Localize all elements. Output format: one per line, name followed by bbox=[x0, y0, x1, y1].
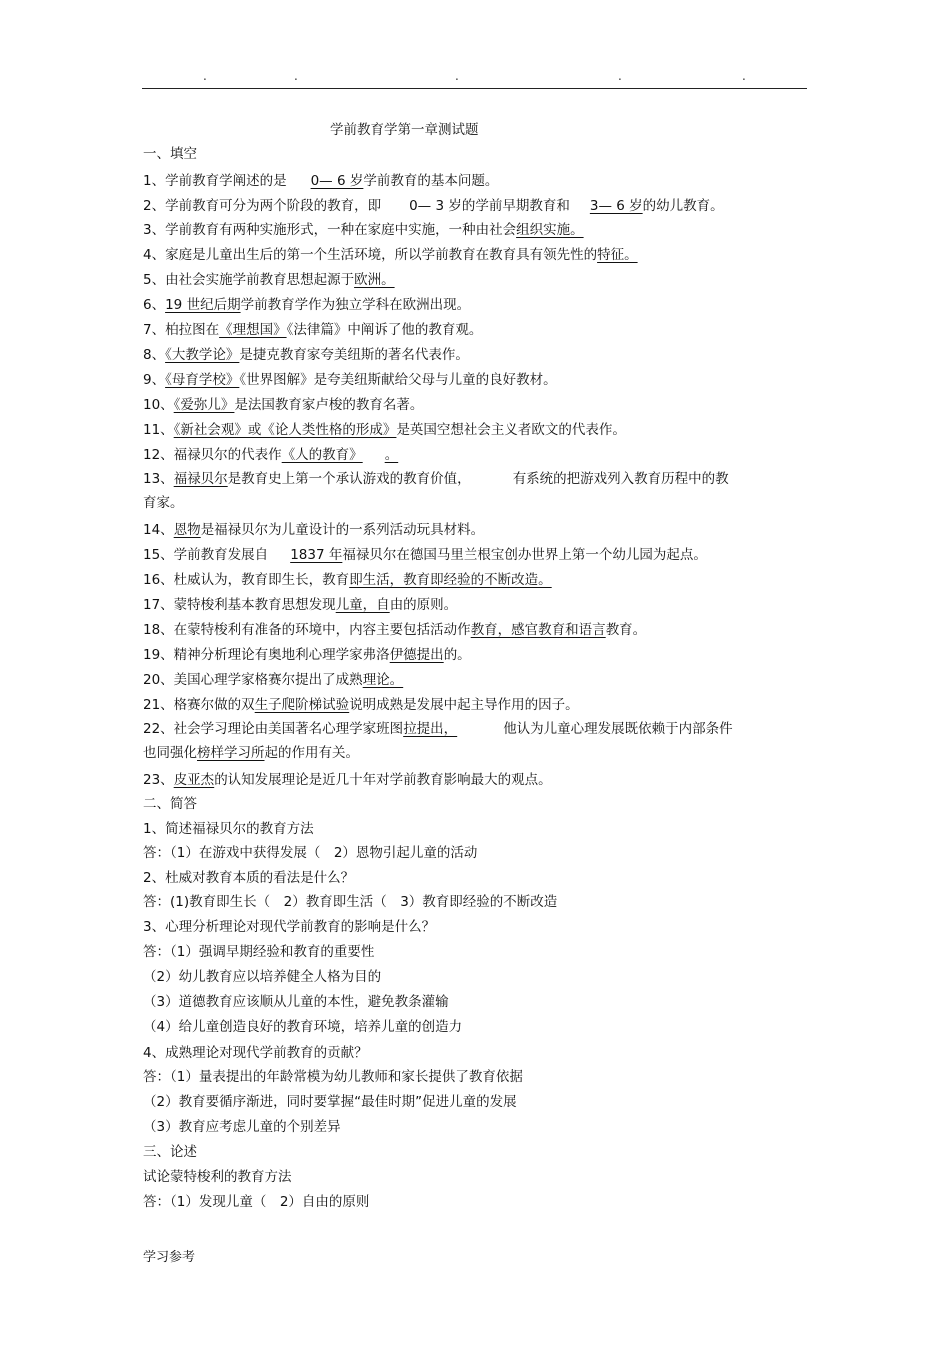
q-text: 起的作用有关。 bbox=[264, 745, 359, 761]
header-dot: . bbox=[203, 69, 207, 83]
answer-blank: 皮亚杰 bbox=[173, 772, 215, 788]
answer-blank: 3— 6 岁 bbox=[589, 198, 643, 214]
q-text: 18、在蒙特梭利有准备的环境中，内容主要包括活动作 bbox=[143, 622, 471, 638]
q-text: 是英国空想社会主义者欧文的代表作。 bbox=[396, 422, 626, 438]
q-text: 3、学前教育有两种实施形式，一种在家庭中实施，一种由社会 bbox=[143, 222, 517, 238]
q-text: 12、福禄贝尔的代表作 bbox=[143, 447, 282, 463]
section-heading-fill: 一、填空 bbox=[143, 146, 197, 162]
answer-blank: 教育，感官教育和语言 bbox=[470, 622, 606, 638]
answer-blank: 《母育学校》 bbox=[165, 372, 240, 388]
question-15 bbox=[143, 546, 707, 564]
question-21 bbox=[143, 696, 579, 714]
sa-question-2: 2、杜威对教育本质的看法是什么？ bbox=[143, 870, 355, 886]
answer-blank: 生子爬阶梯试验 bbox=[254, 697, 350, 713]
q-text: 22、社会学习理论由美国著名心理学家班图 bbox=[143, 721, 404, 737]
question-19 bbox=[143, 646, 471, 664]
q-text: 17、蒙特梭利基本教育思想发现 bbox=[143, 597, 336, 613]
q-text: 的。 bbox=[443, 647, 471, 663]
answer-blank: 《理想国》 bbox=[219, 322, 287, 338]
answer-blank: 即生活，教育即经验的不断改造。 bbox=[349, 572, 552, 588]
sa-answer-4: （3）教育应考虑儿童的个别差异 bbox=[143, 1119, 341, 1135]
q-text: 5、由社会实施学前教育思想起源于 bbox=[143, 272, 355, 288]
question-23 bbox=[143, 771, 552, 789]
q-text: 他认为儿童心理发展既依赖于内部条件 bbox=[503, 721, 733, 737]
question-18 bbox=[143, 621, 646, 639]
q-text: 也同强化 bbox=[143, 745, 197, 761]
sa-answer-3: （3）道德教育应该顺从儿童的本性，避免教条灌输 bbox=[143, 994, 449, 1010]
answer-blank: 《新社会观》或《论人类性格的形成》 bbox=[173, 422, 397, 438]
sa-answer-4: （2）教育要循序渐进，同时要掌握“最佳时期”促进儿童的发展 bbox=[143, 1094, 517, 1110]
sa-question-3: 3、心理分析理论对现代学前教育的影响是什么？ bbox=[143, 919, 436, 935]
question-9 bbox=[143, 371, 557, 389]
question-17 bbox=[143, 596, 457, 614]
answer-blank: 。 bbox=[384, 447, 399, 463]
header-dot: . bbox=[742, 69, 746, 83]
q-text: 是教育史上第一个承认游戏的教育价值， bbox=[227, 471, 471, 487]
question-7 bbox=[143, 321, 482, 339]
question-12 bbox=[143, 446, 406, 464]
question-22 bbox=[143, 720, 733, 738]
question-10 bbox=[143, 396, 423, 414]
header-rule bbox=[142, 88, 807, 89]
q-text: 有系统的把游戏列入教育历程中的教 bbox=[512, 471, 729, 487]
answer-blank: 《大教学论》 bbox=[165, 347, 240, 363]
question-11 bbox=[143, 421, 626, 439]
question-20 bbox=[143, 671, 433, 689]
q-text: 7、柏拉图在 bbox=[143, 322, 220, 338]
header-dot: . bbox=[618, 69, 622, 83]
q-text: 16、杜威认为，教育即生长，教育 bbox=[143, 572, 350, 588]
answer-blank: 儿童，自 bbox=[335, 597, 390, 613]
header-dot: . bbox=[455, 69, 459, 83]
q-text: 21、格赛尔做的双 bbox=[143, 697, 255, 713]
question-4 bbox=[143, 246, 638, 264]
q-text: 11、 bbox=[143, 422, 174, 438]
q-text: 是法国教育家卢梭的教育名著。 bbox=[234, 397, 424, 413]
sa-answer-4: 答：（1）量表提出的年龄常模为幼儿教师和家长提供了教育依据 bbox=[143, 1069, 523, 1085]
q-text: 19、精神分析理论有奥地利心理学家弗洛 bbox=[143, 647, 390, 663]
answer-blank: 《人的教育》 bbox=[281, 447, 363, 463]
q-text: 1、学前教育学阐述的是 bbox=[143, 173, 287, 189]
q-text: 14、 bbox=[143, 522, 174, 538]
q-text: 0— 3 岁的学前早期教育和 bbox=[409, 198, 570, 214]
q-text: 是福禄贝尔为儿童设计的一系列活动玩具材料。 bbox=[200, 522, 485, 538]
answer-blank: 组织实施。 bbox=[516, 222, 584, 238]
answer-blank: 0— 6 岁 bbox=[310, 173, 364, 189]
question-2 bbox=[143, 197, 724, 215]
sa-answer-3: 答：（1）强调早期经验和教育的重要性 bbox=[143, 944, 375, 960]
q-text: 的认知发展理论是近几十年对学前教育影响最大的观点。 bbox=[214, 772, 552, 788]
sa-answer-2: 答：(1)教育即生长（ 2）教育即生活（ 3）教育即经验的不断改造 bbox=[143, 894, 558, 910]
question-13 bbox=[143, 470, 729, 488]
answer-blank: 恩物 bbox=[173, 522, 201, 538]
q-text: 教育。 bbox=[605, 622, 647, 638]
q-text: 的幼儿教育。 bbox=[642, 198, 724, 214]
section-heading-short-answer: 二、简答 bbox=[143, 796, 197, 812]
q-text: 23、 bbox=[143, 772, 174, 788]
answer-blank: 《爱弥儿》 bbox=[173, 397, 235, 413]
section-heading-essay: 三、论述 bbox=[143, 1144, 197, 1160]
page-title: 学前教育学第一章测试题 bbox=[330, 122, 479, 138]
question-1 bbox=[143, 172, 498, 190]
answer-blank: 1837 年 bbox=[290, 547, 343, 563]
q-text: 4、家庭是儿童出生后的第一个生活环境，所以学前教育在教育具有领先性的 bbox=[143, 247, 598, 263]
header-dot: . bbox=[294, 69, 298, 83]
q-text: 是捷克教育家夸美纽斯的著名代表作。 bbox=[239, 347, 469, 363]
answer-blank: 伊德提出 bbox=[389, 647, 444, 663]
question-6 bbox=[143, 296, 470, 314]
sa-answer-3: （2）幼儿教育应以培养健全人格为目的 bbox=[143, 969, 382, 985]
question-5 bbox=[143, 271, 415, 289]
q-text: 由的原则。 bbox=[389, 597, 458, 613]
question-14 bbox=[143, 521, 484, 539]
q-text: 《法律篇》中阐诉了他的教育观。 bbox=[286, 322, 483, 338]
answer-blank: 榜样学习所 bbox=[197, 745, 265, 761]
question-3 bbox=[143, 221, 604, 239]
q-text: 6、 bbox=[143, 297, 166, 313]
q-text: 10、 bbox=[143, 397, 174, 413]
q-text: 15、学前教育发展自 bbox=[143, 547, 269, 563]
q-text: 说明成熟是发展中起主导作用的因子。 bbox=[349, 697, 579, 713]
q-text: 学前教育学作为独立学科在欧洲出现。 bbox=[240, 297, 471, 313]
answer-blank: 拉提出， bbox=[403, 721, 458, 737]
question-16 bbox=[143, 571, 612, 589]
question-22-cont bbox=[143, 744, 359, 762]
sa-question-4: 4、成熟理论对现代学前教育的贡献？ bbox=[143, 1045, 368, 1061]
question-13-cont: 育家。 bbox=[143, 495, 184, 511]
q-text: 13、 bbox=[143, 471, 174, 487]
sa-question-1: 1、简述福禄贝尔的教育方法 bbox=[143, 821, 314, 837]
answer-blank: 19 世纪后期 bbox=[165, 297, 241, 313]
essay-question: 试论蒙特梭利的教育方法 bbox=[143, 1169, 292, 1185]
q-text: 《世界图解》是夸美纽斯献给父母与儿童的良好教材。 bbox=[239, 372, 557, 388]
q-text: 8、 bbox=[143, 347, 166, 363]
answer-blank: 福禄贝尔 bbox=[173, 471, 228, 487]
answer-blank: 理论。 bbox=[362, 672, 404, 688]
sa-answer-1: 答：（1）在游戏中获得发展（ 2）恩物引起儿童的活动 bbox=[143, 845, 478, 861]
essay-answer: 答：（1）发现儿童（ 2）自由的原则 bbox=[143, 1194, 370, 1210]
q-text: 9、 bbox=[143, 372, 166, 388]
question-8 bbox=[143, 346, 469, 364]
q-text: 学前教育的基本问题。 bbox=[363, 173, 499, 189]
q-text: 20、美国心理学家格赛尔提出了成熟 bbox=[143, 672, 363, 688]
answer-blank: 特征。 bbox=[597, 247, 638, 263]
sa-answer-3: （4）给儿童创造良好的教育环境，培养儿童的创造力 bbox=[143, 1019, 463, 1035]
answer-blank: 欧洲。 bbox=[354, 272, 395, 288]
q-text: 2、学前教育可分为两个阶段的教育，即 bbox=[143, 198, 382, 214]
q-text: 福禄贝尔在德国马里兰根宝创办世界上第一个幼儿园为起点。 bbox=[342, 547, 707, 563]
page-footer: 学习参考 bbox=[143, 1250, 196, 1265]
